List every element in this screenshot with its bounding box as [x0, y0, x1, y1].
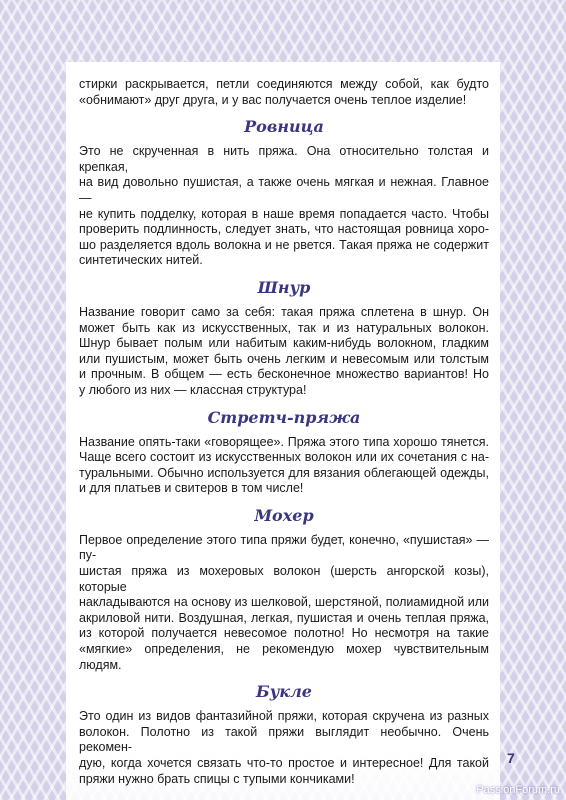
text-line: Первое определение этого типа пряжи будет, конечно, «пушистая» — пу-	[79, 532, 489, 563]
intro-paragraph	[79, 77, 489, 108]
text-line: Чаще всего состоит из искусственных волокон или их сочетания с на-	[79, 450, 489, 465]
text-line: или пушистым, может быть очень легким и невесомым или толстым	[79, 351, 489, 366]
text-line: Название опять-таки «говорящее». Пряжа этого типа хорошо тянется.	[79, 434, 489, 449]
section-body-rovnitsa	[79, 144, 489, 269]
text-line: проверить подлинность, следует знать, что настоящая ровница хоро-	[79, 222, 489, 237]
text-line: и для платьев и свитеров в том числе!	[79, 481, 304, 496]
text-line: у любого из них — классная структура!	[79, 382, 307, 397]
section-heading-mokher: Мохер	[254, 505, 314, 525]
text-line: на вид довольно пушистая, а также очень мягкая и нежная. Главное —	[79, 175, 489, 205]
section-heading-stretch: Стретч-пряжа	[207, 407, 361, 427]
section-heading-shnur: Шнур	[257, 277, 311, 297]
text-line: акриловой нити. Воздушная, легкая, пушистая и очень теплая пряжа,	[79, 610, 489, 625]
text-line: Это не скрученная в нить пряжа. Она относительно толстая и крепкая,	[79, 144, 489, 174]
text-line: «обнимают» друг друга, и у вас получается очень теплое изделие!	[79, 92, 467, 107]
section-body-mokher	[79, 533, 489, 673]
text-line: синтетических нитей.	[79, 253, 203, 268]
text-line: туральными. Обычно используется для вязания облегающей одежды,	[79, 465, 489, 480]
section-heading-rovnitsa: Ровница	[244, 117, 324, 137]
article-body	[79, 77, 489, 787]
text-line: шо разделяется вдоль волокна и не рвется. Такая пряжа не содержит	[79, 237, 489, 252]
section-body-shnur	[79, 305, 489, 399]
section-body-stretch	[79, 435, 489, 497]
text-line: пряжи нужно брать спицы с тупыми кончиками!	[79, 771, 355, 786]
text-line: стирки раскрывается, петли соединяются между собой, как будто	[79, 77, 489, 91]
text-line: Шнур бывает полым или набитым каким-нибудь волокном, гладким	[79, 336, 489, 351]
text-line: дую, когда хочется связать что-то простое и интересное! Для такой	[79, 756, 489, 770]
text-line: накладываются на основу из шелковой, шерстяной, полиамидной или	[79, 595, 489, 610]
text-line: «мягкие» определения, не рекомендую мохер чувствительным людям.	[79, 642, 489, 672]
text-line: и прочным. В общем — есть бесконечное множество вариантов! Но	[79, 367, 489, 382]
page-number: 7	[507, 750, 515, 766]
text-line: Название говорит само за себя: такая пряжа сплетена в шнур. Он	[79, 304, 489, 319]
text-line: может быть как из искусственных, так и из натуральных волокон.	[79, 320, 489, 335]
section-body-bukle	[79, 709, 489, 787]
text-line: Это один из видов фантазийной пряжи, которая скручена из разных	[79, 709, 489, 724]
watermark: PassionForum.ru	[476, 784, 560, 796]
text-line: волокон. Полотно из такой пряжи выглядит необычно. Очень рекомен-	[79, 724, 489, 755]
section-heading-bukle: Букле	[256, 682, 312, 702]
text-line: шистая пряжа из мохеровых волокон (шерсть ангорской козы), которые	[79, 564, 489, 594]
text-line: из которой получается невесомое полотно! Но несмотря на такие	[79, 626, 489, 641]
text-line: не купить подделку, которая в наше время попадается часто. Чтобы	[79, 206, 489, 221]
